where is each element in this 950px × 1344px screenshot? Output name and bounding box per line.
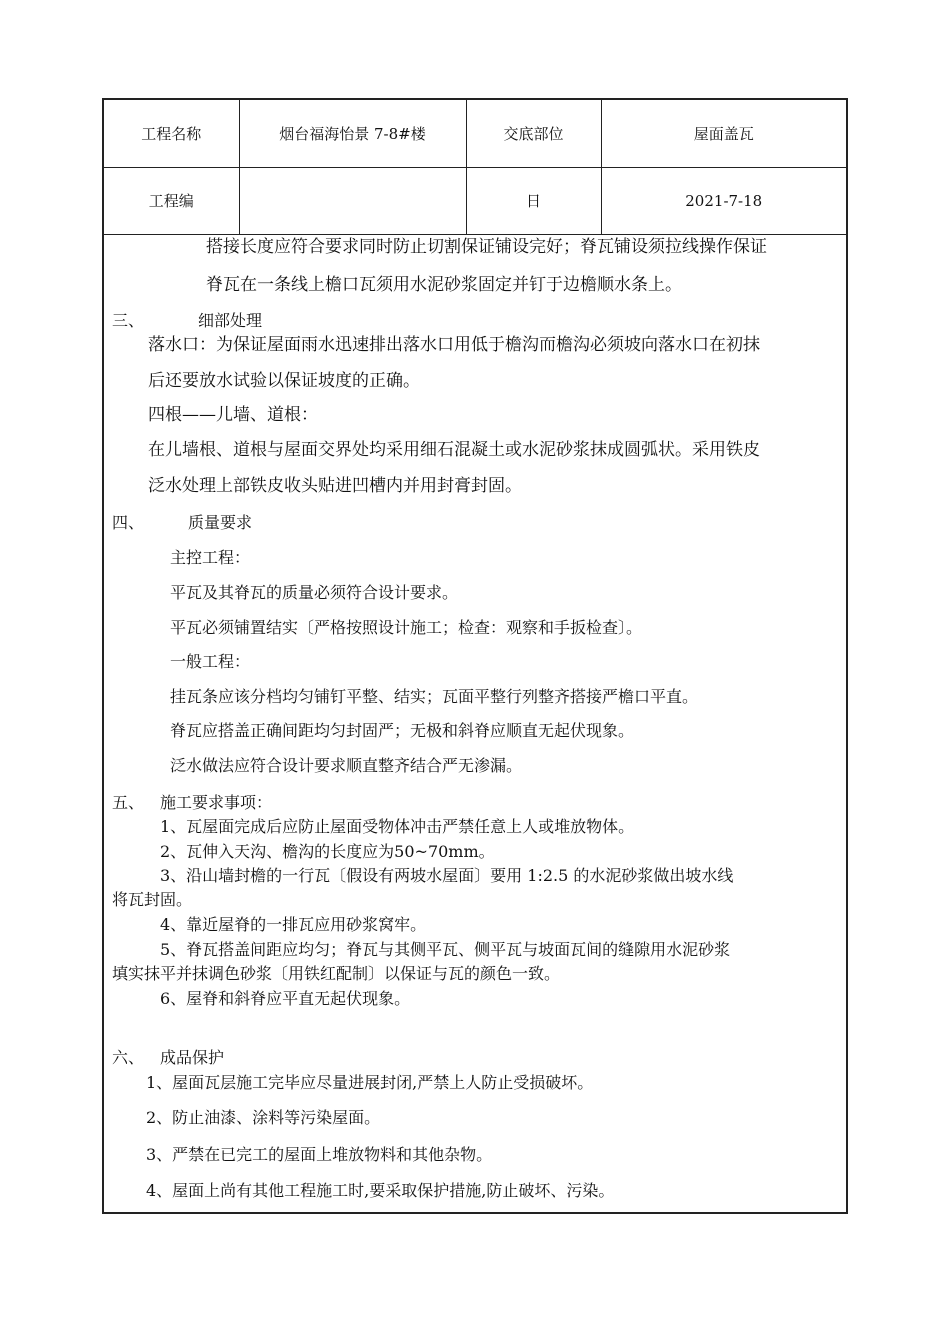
paragraph-line: 脊瓦在一条线上檐口瓦须用水泥砂浆固定并钉于边檐顺水条上。 — [206, 275, 682, 295]
paragraph-line: 平瓦及其脊瓦的质量必须符合设计要求。 — [170, 583, 459, 602]
paragraph-line: 脊瓦应搭盖正确间距均匀封固严；无极和斜脊应顺直无起伏现象。 — [170, 721, 635, 740]
paragraph-line: 平瓦必须铺置结实〔严格按照设计施工；检查：观察和手扳检查〕。 — [170, 618, 643, 637]
paragraph-line: 3、严禁在已完工的屋面上堆放物料和其他杂物。 — [146, 1145, 493, 1164]
disclosure-part-label: 交底部位 — [466, 100, 601, 167]
paragraph-line: 6、屋脊和斜脊应平直无起伏现象。 — [160, 989, 411, 1008]
section-heading: 成品保护 — [160, 1048, 225, 1067]
paragraph-line: 将瓦封固。 — [112, 890, 193, 909]
project-number-label: 工程编 — [104, 167, 239, 234]
section-heading: 施工要求事项： — [160, 793, 273, 812]
disclosure-part-value: 屋面盖瓦 — [601, 100, 846, 167]
section-number: 三、 — [112, 311, 145, 330]
paragraph-line: 搭接长度应符合要求同时防止切割保证铺设完好；脊瓦铺设须拉线操作保证 — [206, 237, 767, 257]
paragraph-line: 挂瓦条应该分档均匀铺钉平整、结实；瓦面平整行列整齐搭接严檐口平直。 — [170, 687, 699, 706]
section-number: 五、 — [112, 793, 145, 812]
project-name-value: 烟台福海怡景 7-8#楼 — [239, 100, 466, 167]
project-name-label: 工程名称 — [104, 100, 239, 167]
section-number: 四、 — [112, 513, 145, 532]
paragraph-line: 3、沿山墙封檐的一行瓦〔假设有两坡水屋面〕要用 1:2.5 的水泥砂浆做出坡水线 — [160, 866, 734, 885]
project-number-value — [239, 167, 466, 234]
paragraph-line: 在儿墙根、道根与屋面交界处均采用细石混凝土或水泥砂浆抹成圆弧状。采用铁皮 — [148, 440, 760, 460]
section-number: 六、 — [112, 1048, 145, 1067]
paragraph-line: 主控工程： — [170, 548, 251, 567]
header-table — [104, 100, 846, 235]
paragraph-line: 泛水做法应符合设计要求顺直整齐结合严无渗漏。 — [170, 756, 523, 775]
section-heading: 质量要求 — [188, 513, 253, 532]
paragraph-line: 1、瓦屋面完成后应防止屋面受物体冲击严禁任意上人或堆放物体。 — [160, 817, 635, 836]
paragraph-line: 落水口：为保证屋面雨水迅速排出落水口用低于檐沟而檐沟必须坡向落水口在初抹 — [148, 335, 760, 355]
header-row — [104, 167, 846, 234]
paragraph-line: 泛水处理上部铁皮收头贴进凹槽内并用封膏封固。 — [148, 476, 522, 496]
paragraph-line: 1、屋面瓦层施工完毕应尽量进展封闭,严禁上人防止受损破坏。 — [146, 1073, 594, 1092]
paragraph-line: 2、瓦伸入天沟、檐沟的长度应为50~70mm。 — [160, 842, 495, 861]
paragraph-line: 填实抹平并抹调色砂浆〔用铁红配制〕以保证与瓦的颜色一致。 — [112, 964, 561, 983]
paragraph-line: 5、脊瓦搭盖间距应均匀；脊瓦与其侧平瓦、侧平瓦与坡面瓦间的缝隙用水泥砂浆 — [160, 940, 731, 959]
paragraph-line: 四根——儿墙、道根： — [148, 405, 318, 425]
section-heading: 细部处理 — [198, 311, 263, 330]
date-value: 2021-7-18 — [601, 167, 846, 234]
paragraph-line: 4、屋面上尚有其他工程施工时,要采取保护措施,防止破坏、污染。 — [146, 1181, 615, 1200]
paragraph-line: 一般工程： — [170, 652, 251, 671]
date-label: 日 — [466, 167, 601, 234]
paragraph-line: 后还要放水试验以保证坡度的正确。 — [148, 371, 420, 391]
paragraph-line: 2、防止油漆、涂料等污染屋面。 — [146, 1108, 381, 1127]
header-row — [104, 100, 846, 167]
paragraph-line: 4、靠近屋脊的一排瓦应用砂浆窝牢。 — [160, 915, 427, 934]
